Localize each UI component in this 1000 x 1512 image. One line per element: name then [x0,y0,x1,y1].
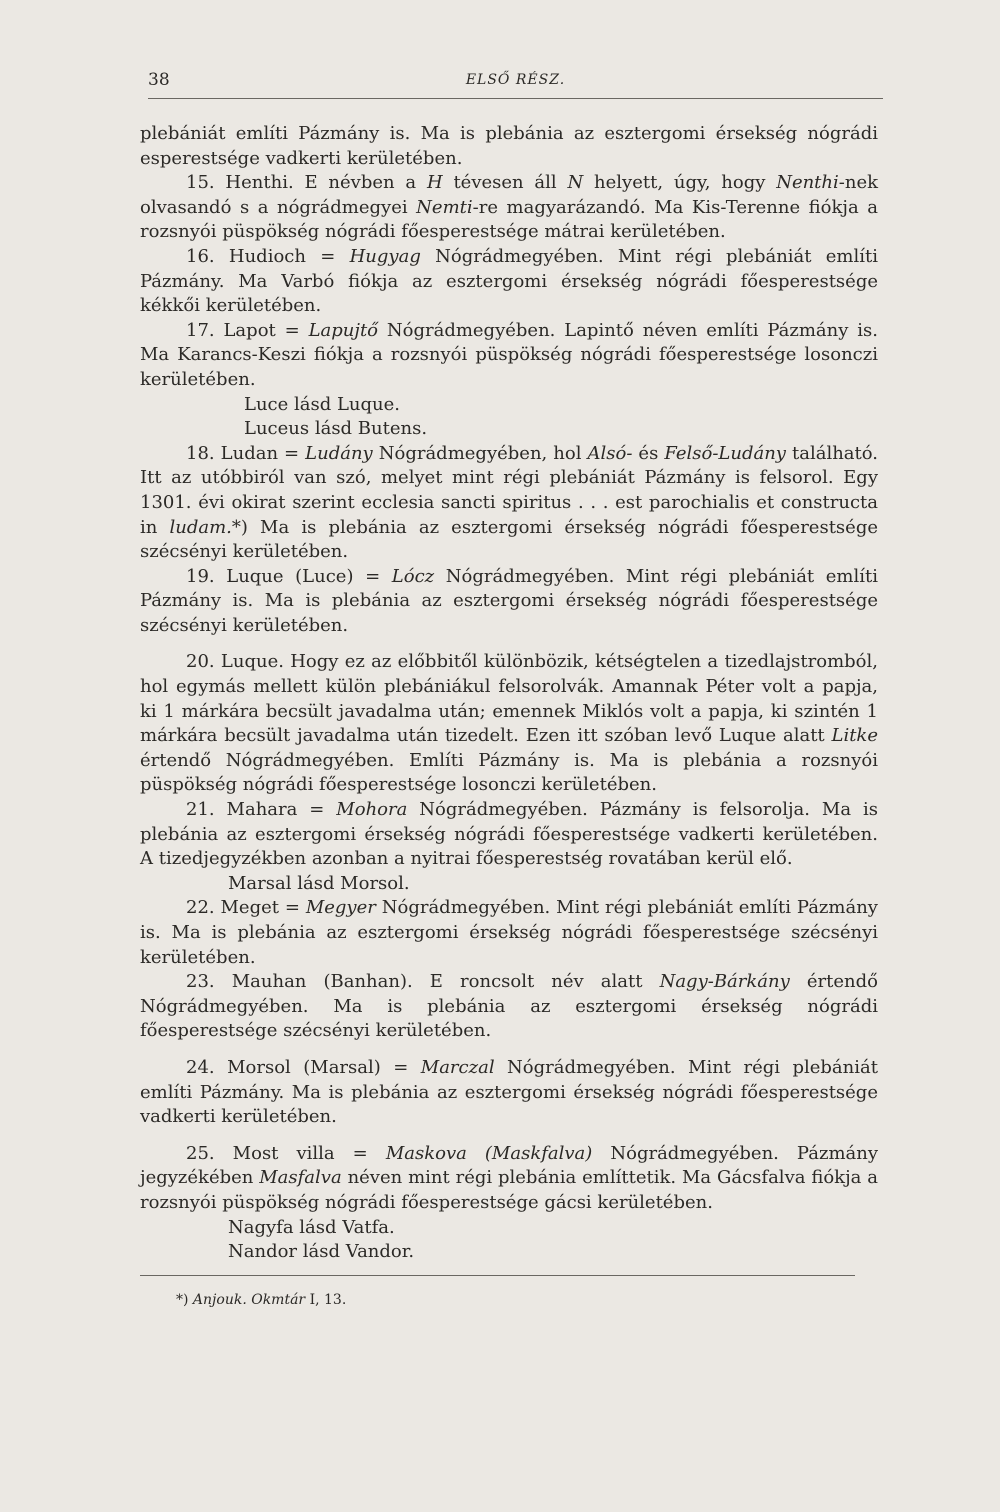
text-run: Nógrádmegyében. Pázmány jegyzékében [140,1142,879,1189]
text-run: 19. Luque (Luce) = [186,565,392,587]
text-run: helyett, úgy, hogy [583,172,777,194]
entry-paragraph [140,171,878,245]
header-rule [148,98,883,99]
text-run: található. Itt az utóbbiról van szó, melyet mint régi plebániát Pázmány is felsorol. Egy 1301. évi okirat szerint ecclesia sancti spiritus . . . est parochialis et constructa in [140,442,879,538]
text-run: *) Ma is plebánia az esztergomi érsekség nógrádi főesperestsége szécsényi kerületében. [140,516,878,563]
italic-term: Felső-Ludány [664,442,786,464]
text-run: -re magyarázandó. Ma Kis-Terenne fiókja a rozsnyói püspökség nógrádi főesperestsége mátrai kerületében. [140,196,878,243]
cross-reference [140,1240,878,1265]
italic-term: N [567,172,584,194]
text-run: Nógrádmegyében. Mint régi plebániát említi Pázmány. Ma Varbó fiókja az esztergomi érsekség nógrádi főesperestsége kékkői kerületében. [140,245,879,317]
entry-paragraph [140,442,878,565]
text-run: 23. Mauhan (Banhan). E roncsolt név alatt [186,971,660,993]
page-number: 38 [148,70,170,90]
italic-term: Alsó- [587,442,633,464]
footnote-source: Anjouk. Okmtár [192,1292,306,1308]
cross-reference [140,872,878,897]
italic-term: H [426,172,443,194]
text-run: 24. Morsol (Marsal) = [186,1056,421,1078]
text-run: értendő Nógrádmegyében. Említi Pázmány is. Ma is plebánia a rozsnyói püspökség nógrádi főesperestsége losonczi kerületében. [140,749,878,796]
footnote-marker: *) [176,1292,189,1308]
text-run: 25. Most villa = [186,1142,386,1164]
text-run: Luceus lásd Butens. [244,418,428,440]
italic-term: Ludány [305,442,373,464]
italic-term: Megyer [305,897,376,919]
entry-paragraph [140,1142,878,1216]
cross-reference [140,1216,878,1241]
text-run: Nógrádmegyében. Mint régi plebániát említi Pázmány is. Ma is plebánia az esztergomi érsekség nógrádi főesperestsége szécsényi kerületében. [140,897,878,968]
entry-paragraph [140,650,878,798]
cross-reference [140,417,878,442]
text-run: 22. Meget = [186,897,306,919]
entry-paragraph [140,970,878,1044]
footnote [176,1292,346,1308]
text-run: 20. Luque. Hogy ez az előbbitől különbözik, kétségtelen a tizedlajstromból, hol egymás mellett külön plebániákul felsorolvák. Amannak Péter volt a papja, ki 1 márkára becsült javadalma után; emennek Miklós volt a papja, ki szintén 1 márkára becsült javadalma után tizedelt. Ezen itt szóban levő Luque alatt [140,651,878,747]
entry-paragraph [140,565,878,639]
italic-term: Nagy-Bárkány [659,971,790,993]
italic-term: Masfalva [259,1167,342,1189]
text-run: -nek olvasandó s a nógrádmegyei [140,172,878,218]
entry-paragraph [140,798,878,872]
italic-term: Lócz [391,565,435,587]
text-run: 21. Mahara = [186,799,337,821]
italic-term: Mohora [336,799,408,821]
text-run: néven mint régi plebánia említtetik. Ma Gácsfalva fiókja a rozsnyói püspökség nógrádi főesperestsége gácsi kerületében. [140,1167,878,1213]
footnote-rule [140,1275,855,1276]
text-run: Marsal lásd Morsol. [228,872,410,894]
italic-term: Litke [831,725,878,747]
entry-paragraph [140,245,878,319]
text-run: Nógrádmegyében. Lapintő néven említi Pázmány is. Ma Karancs-Keszi fiókja a rozsnyói püspökség nógrádi főesperestsége losonczi kerületében. [140,319,878,390]
italic-term: Marczal [420,1056,495,1078]
italic-term: Nenthi [776,172,839,194]
text-run: 18. Ludan = [186,442,306,464]
text-run: 15. Henthi. E névben a [186,172,427,194]
italic-term: ludam. [169,516,232,538]
text-run: Luce lásd Luque. [244,393,401,415]
italic-term: Hugyag [349,245,421,267]
footnote-ref: I, 13. [309,1292,347,1308]
text-run: és [632,442,665,464]
text-run: értendő Nógrádmegyében. Ma is plebánia az esztergomi érsekség nógrádi főesperestsége szécsényi kerületében. [140,971,878,1042]
italic-term: Maskova (Maskfalva) [385,1142,593,1164]
entry-paragraph [140,896,878,970]
text-run: Nandor lásd Vandor. [228,1241,415,1263]
continuation-paragraph [140,122,878,171]
text-run: Nógrádmegyében. Mint régi plebániát említi Pázmány is. Ma is plebánia az esztergomi érsekség nógrádi főesperestsége szécsényi kerületében. [140,565,879,636]
italic-term: Nemti [416,196,473,218]
text-run: tévesen áll [442,172,568,194]
text-run: Nógrádmegyében. Mint régi plebániát említi Pázmány. Ma is plebánia az esztergomi érsekség nógrádi főesperestsége vadkerti kerületében. [140,1056,878,1128]
page-header [148,70,883,94]
text-run: plebániát említi Pázmány is. Ma is plebánia az esztergomi érsekség nógrádi esperestsége vadkerti kerületében. [140,123,878,169]
running-title: ELSŐ RÉSZ. [465,72,566,88]
text-run: Nagyfa lásd Vatfa. [228,1216,395,1238]
italic-term: Lapujtő [308,319,379,341]
body-text [140,122,878,1265]
text-run: 17. Lapot = [186,319,309,341]
text-run: 16. Hudioch = [186,245,350,267]
text-run: Nógrádmegyében. Pázmány is felsorolja. Ma is plebánia az esztergomi érsekség nógrádi főesperestsége vadkerti kerületében. A tizedjegyzékben azonban a nyitrai főesperestség rovatában kerül elő. [140,799,878,870]
entry-paragraph [140,1056,878,1130]
text-run: Nógrádmegyében, hol [372,442,588,464]
cross-reference [140,393,878,418]
entry-paragraph [140,319,878,393]
